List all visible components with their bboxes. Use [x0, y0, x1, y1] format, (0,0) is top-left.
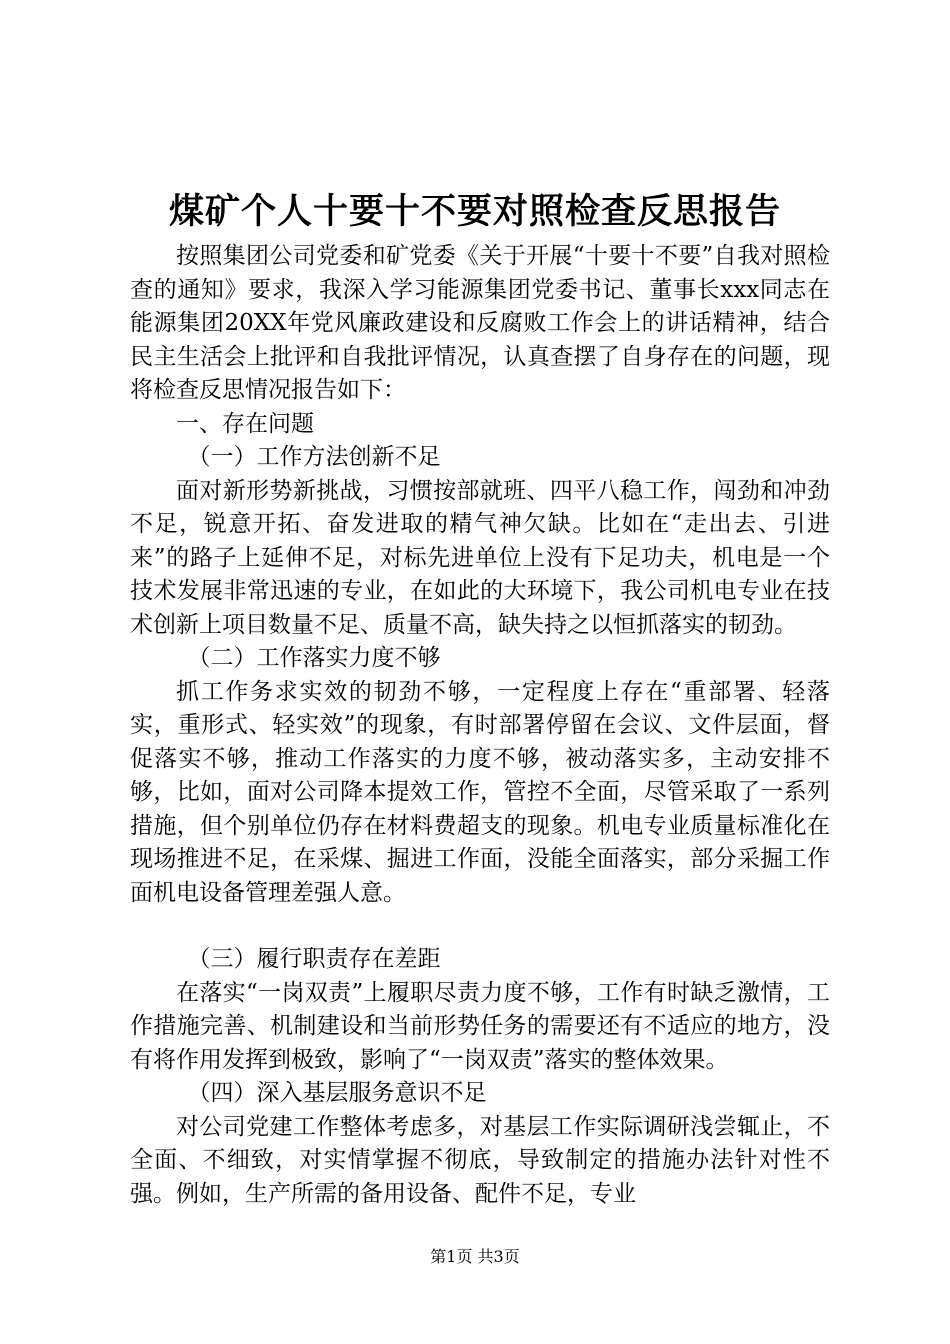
body-paragraph: 面对新形势新挑战，习惯按部就班、四平八稳工作，闯劲和冲劲不足，锐意开拓、奋发进取的精气神欠缺。比如在“走出去、引进来”的路子上延伸不足，对标先进单位上没有下足功夫，机电是一个技术发展非常迅速的专业，在如此的大环境下，我公司机电专业在技术创新上项目数量不足、质量不高，缺失持之以恒抓落实的韧劲。 [130, 477, 830, 638]
subsection-heading: （四）深入基层服务意识不足 [187, 1080, 487, 1106]
paragraph-spacer [130, 910, 830, 943]
intro-paragraph: 按照集团公司党委和矿党委《关于开展“十要十不要”自我对照检查的通知》要求，我深入学习能源集团党委书记、董事长xxx同志在能源集团20XX年党风廉政建设和反腐败工作会上的讲话精神，结合民主生活会上批评和自我批评情况，认真查摆了自身存在的问题，现将检查反思情况报告如下： [130, 243, 830, 403]
subsection-heading: （三）履行职责存在差距 [187, 946, 441, 972]
body-paragraph: 在落实“一岗双责”上履职尽责力度不够，工作有时缺乏激情，工作措施完善、机制建设和当前形势任务的需要还有不适应的地方，没有将作用发挥到极致，影响了“一岗双责”落实的整体效果。 [130, 979, 830, 1073]
document-body [130, 240, 830, 1211]
document-title: 煤矿个人十要十不要对照检查反思报告 [168, 191, 781, 232]
subsection-heading: （二）工作落实力度不够 [187, 645, 441, 671]
body-paragraph: 抓工作务求实效的韧劲不够，一定程度上存在“重部署、轻落实，重形式、轻实效”的现象，有时部署停留在会议、文件层面，督促落实不够，推动工作落实的力度不够，被动落实多，主动安排不够，比如，面对公司降本提效工作，管控不全面，尽管采取了一系列措施，但个别单位仍存在材料费超支的现象。机电专业质量标准化在现场推进不足，在采煤、掘进工作面，没能全面落实，部分采掘工作面机电设备管理差强人意。 [130, 678, 830, 906]
page-footer: 第1页 共3页 [430, 1247, 520, 1266]
body-paragraph: 对公司党建工作整体考虑多，对基层工作实际调研浅尝辄止，不全面、不细致，对实情掌握不彻底，导致制定的措施办法针对性不强。例如，生产所需的备用设备、配件不足，专业 [130, 1113, 830, 1207]
section-heading: 一、存在问题 [176, 410, 314, 437]
subsection-heading: （一）工作方法创新不足 [187, 444, 441, 470]
